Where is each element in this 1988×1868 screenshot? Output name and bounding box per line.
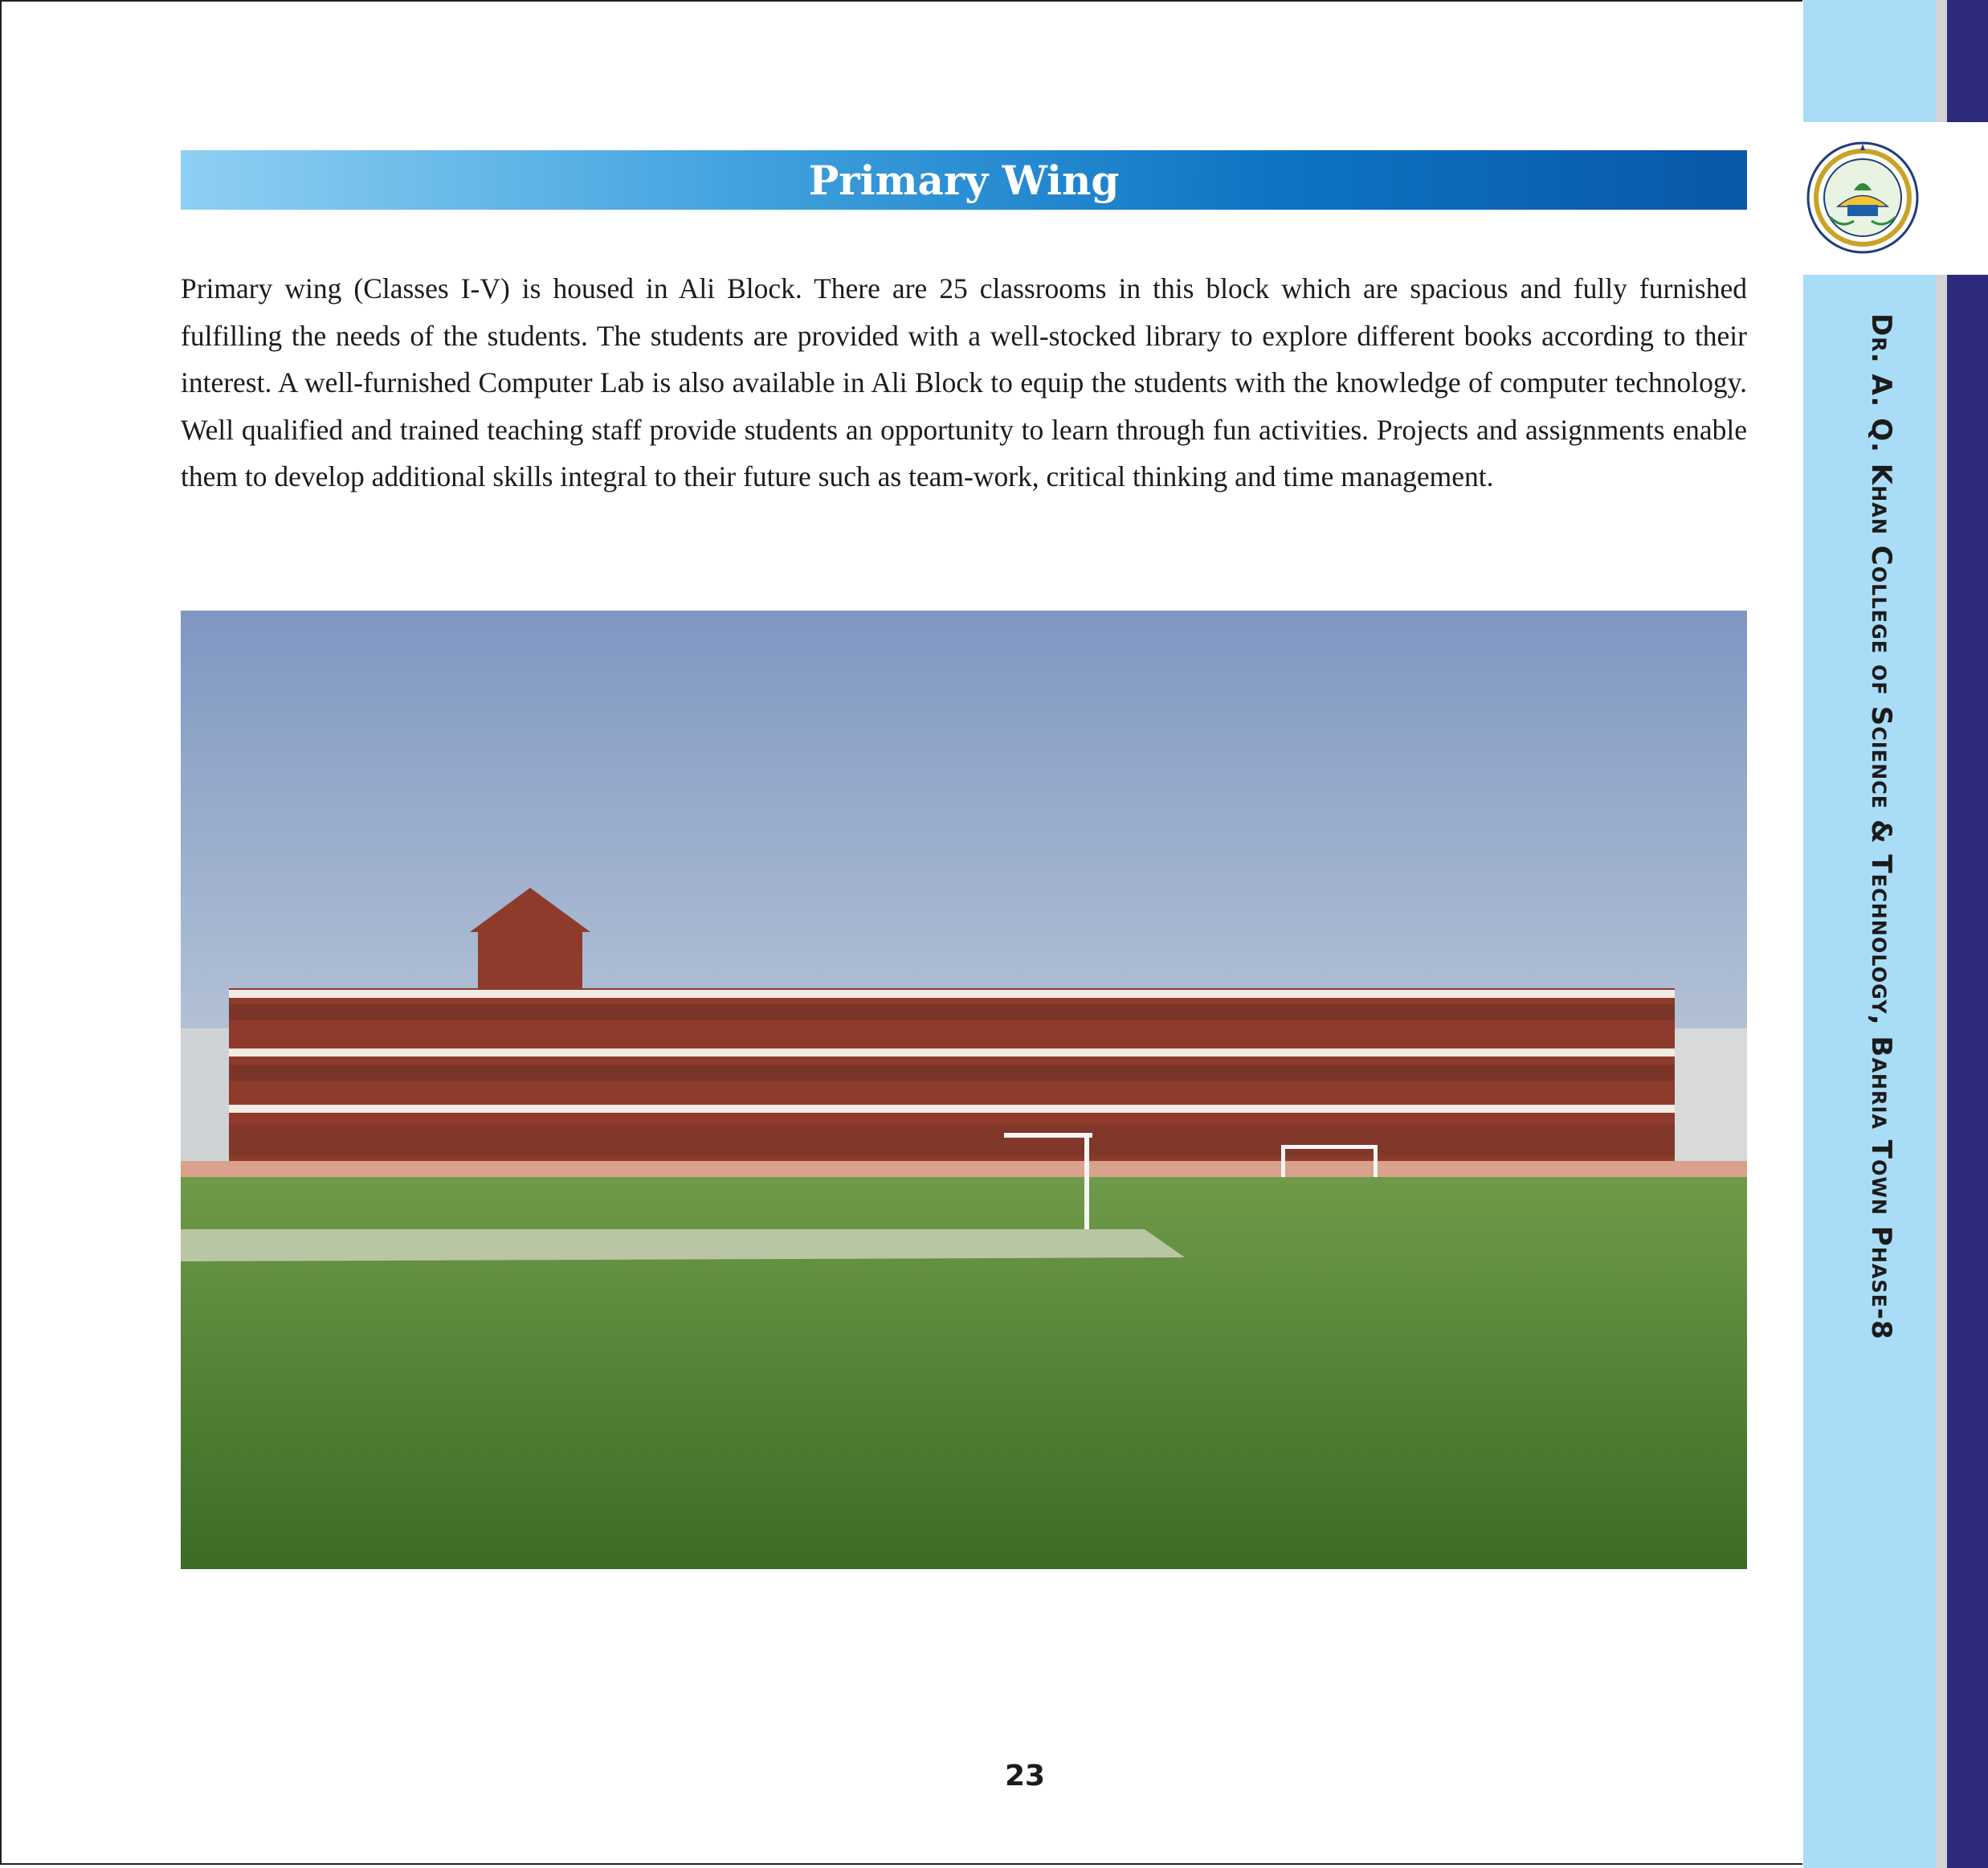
sidebar-band-navy xyxy=(1947,0,1988,1868)
college-crest-icon xyxy=(1806,141,1920,255)
sidebar-college-title: Dr. A. Q. Khan College of Science & Technology, Bahria Town Phase-8 xyxy=(1865,313,1897,1340)
section-heading: Primary Wing xyxy=(808,156,1120,204)
sidebar-band-grey xyxy=(1936,0,1947,1868)
page-number: 23 xyxy=(1004,1760,1046,1792)
body-paragraph: Primary wing (Classes I-V) is housed in Ali Block. There are 25 classrooms in this block which are spacious and fully furnished fulfilling the needs of the students. The students are provided with a well-stocked library to explore different books according to their interest. A well-furnished Computer Lab is also available in Ali Block to equip the students with the knowledge of computer technology. Well qualified and trained teaching staff provide students an opportunity to learn through fun activities. Projects and assignments enable them to develop additional skills integral to their future such as team-work, critical thinking and time management. xyxy=(181,272,1747,493)
building-photo xyxy=(181,611,1747,1569)
section-heading-bar xyxy=(181,150,1747,210)
